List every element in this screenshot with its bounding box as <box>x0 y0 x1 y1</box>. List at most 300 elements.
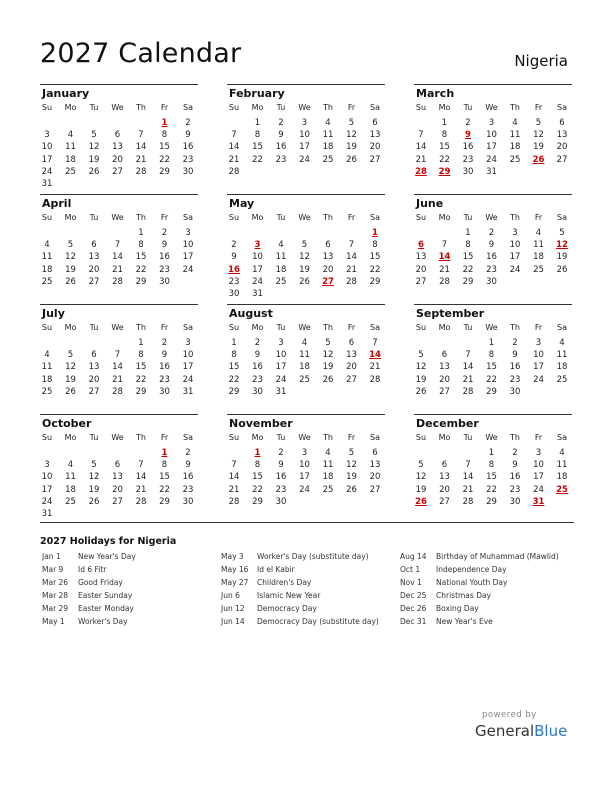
day-cell: 4 <box>44 240 50 251</box>
day-cell: 23 <box>462 154 474 165</box>
day-cell: 11 <box>65 472 76 483</box>
day-cell: 21 <box>346 264 357 275</box>
day-cell: 28 <box>462 496 474 507</box>
day-cell: 29 <box>252 496 263 507</box>
day-cell: 28 <box>369 374 381 385</box>
day-cell: 15 <box>252 472 263 483</box>
holiday-name: Democracy Day (substitute day) <box>257 617 379 626</box>
day-cell: 31 <box>275 386 287 397</box>
day-cell: 30 <box>486 276 497 287</box>
day-cell: 11 <box>41 362 53 373</box>
day-cell: 15 <box>135 252 147 263</box>
day-cell: 23 <box>275 154 287 165</box>
weekday-label: Mo <box>64 323 77 332</box>
weekday-label: We <box>111 213 124 222</box>
holiday-name: Children's Day <box>257 578 312 587</box>
weekday-label: Th <box>323 323 333 332</box>
day-cell: 23 <box>252 374 263 385</box>
day-cell: 15 <box>369 252 381 263</box>
holiday-day-cell: 1 <box>161 448 168 458</box>
day-cell: 23 <box>159 374 170 385</box>
day-cell: 6 <box>372 118 378 128</box>
holiday-name: New Year's Day <box>78 552 136 561</box>
day-cell: 2 <box>185 448 191 458</box>
weekday-label: Su <box>228 433 240 442</box>
day-cell: 20 <box>88 264 100 275</box>
powered-by-text: powered by <box>482 710 537 720</box>
holiday-row <box>42 617 217 629</box>
weekday-label: Sa <box>183 323 193 332</box>
day-cell: 15 <box>252 142 263 153</box>
month-december <box>414 414 572 522</box>
day-cell: 23 <box>182 154 194 165</box>
brand-logo[interactable] <box>475 722 567 740</box>
day-cell: 12 <box>65 362 76 373</box>
day-cell: 22 <box>486 484 497 495</box>
month-february <box>227 84 385 192</box>
day-cell: 28 <box>346 276 357 287</box>
day-cell: 21 <box>415 154 427 165</box>
day-cell: 5 <box>559 228 565 238</box>
day-cell: 30 <box>252 386 263 397</box>
day-cell: 15 <box>439 142 450 153</box>
day-cell: 17 <box>299 142 310 153</box>
weekday-label: Mo <box>251 103 264 112</box>
day-cell: 10 <box>252 252 263 263</box>
day-cell: 6 <box>114 130 121 141</box>
day-cell: 13 <box>112 472 123 483</box>
weekday-label: We <box>485 323 498 332</box>
weekday-label: We <box>111 103 124 112</box>
holiday-row <box>42 552 217 564</box>
day-cell: 19 <box>346 142 357 153</box>
weekday-label: Mo <box>64 103 77 112</box>
day-cell: 12 <box>299 252 310 263</box>
month-may <box>227 194 385 302</box>
day-cell: 20 <box>369 142 381 153</box>
day-cell: 30 <box>159 386 170 397</box>
month-november <box>227 414 385 522</box>
day-cell: 18 <box>41 374 53 385</box>
day-cell: 21 <box>462 484 474 495</box>
month-divider <box>227 194 385 195</box>
day-cell: 5 <box>67 240 74 251</box>
day-cell: 22 <box>135 374 147 385</box>
day-cell: 1 <box>488 448 495 458</box>
day-cell: 10 <box>41 142 53 153</box>
weekday-label: We <box>298 433 311 442</box>
day-cell: 27 <box>88 386 100 397</box>
day-cell: 8 <box>138 350 144 361</box>
day-cell: 27 <box>439 496 450 507</box>
day-cell: 24 <box>509 264 521 275</box>
month-divider <box>227 304 385 305</box>
day-cell: 26 <box>65 386 76 397</box>
weekday-label: Sa <box>370 103 380 112</box>
day-cell: 18 <box>299 362 310 373</box>
day-cell: 22 <box>228 374 240 385</box>
day-cell: 8 <box>161 460 168 471</box>
day-cell: 18 <box>41 264 53 275</box>
holiday-day-cell: 6 <box>418 240 424 251</box>
day-cell: 7 <box>114 350 121 361</box>
day-cell: 22 <box>252 484 263 495</box>
page-title: 2027 Calendar <box>40 38 242 69</box>
day-cell: 25 <box>41 386 53 397</box>
weekday-label: Fr <box>347 433 356 442</box>
day-cell: 9 <box>161 350 168 361</box>
holiday-date: Mar 9 <box>42 565 64 574</box>
day-cell: 28 <box>135 496 147 507</box>
day-cell: 3 <box>44 130 50 141</box>
weekday-label: Tu <box>276 213 286 222</box>
day-cell: 2 <box>278 118 284 128</box>
day-cell: 4 <box>559 448 565 458</box>
day-cell: 20 <box>369 472 381 483</box>
weekday-label: Th <box>510 433 520 442</box>
day-cell: 1 <box>488 338 495 348</box>
holiday-name: New Year's Eve <box>436 617 493 626</box>
weekday-label: We <box>485 433 498 442</box>
day-cell: 1 <box>465 228 471 238</box>
day-cell: 11 <box>533 240 544 251</box>
month-name: July <box>42 307 65 320</box>
weekday-label: Fr <box>534 433 543 442</box>
weekday-label: Sa <box>370 433 380 442</box>
day-cell: 2 <box>254 338 261 348</box>
holiday-name: Easter Monday <box>78 604 134 613</box>
day-cell: 22 <box>159 484 170 495</box>
weekday-label: Tu <box>463 433 473 442</box>
holiday-day-cell: 26 <box>415 496 427 507</box>
month-divider <box>414 414 572 415</box>
day-cell: 21 <box>135 484 147 495</box>
day-cell: 17 <box>41 154 53 165</box>
day-cell: 2 <box>512 338 518 348</box>
month-divider <box>40 414 198 415</box>
holiday-day-cell: 12 <box>556 240 568 251</box>
day-cell: 7 <box>441 240 448 251</box>
weekday-label: Su <box>228 103 240 112</box>
holiday-date: May 3 <box>221 552 244 561</box>
holiday-date: Jun 6 <box>221 591 240 600</box>
day-cell: 17 <box>182 252 194 263</box>
day-cell: 5 <box>301 240 308 251</box>
holiday-name: Easter Sunday <box>78 591 133 600</box>
holiday-day-cell: 16 <box>228 264 240 275</box>
weekday-label: Tu <box>89 433 99 442</box>
day-cell: 7 <box>465 460 471 471</box>
day-cell: 22 <box>135 264 147 275</box>
weekday-label: Th <box>510 213 520 222</box>
weekday-label: Fr <box>160 323 169 332</box>
day-cell: 26 <box>88 496 100 507</box>
day-cell: 24 <box>275 374 287 385</box>
weekday-label: Tu <box>463 213 473 222</box>
weekday-label: Sa <box>370 323 380 332</box>
day-cell: 10 <box>182 240 194 251</box>
day-cell: 7 <box>138 460 144 471</box>
day-cell: 1 <box>138 228 144 238</box>
day-cell: 11 <box>41 252 53 263</box>
day-cell: 13 <box>88 252 100 263</box>
holiday-date: Aug 14 <box>400 552 427 561</box>
day-cell: 26 <box>65 276 76 287</box>
weekday-label: We <box>111 323 124 332</box>
day-cell: 26 <box>88 166 100 177</box>
brand-name-general: General <box>475 722 535 740</box>
holiday-name: Independence Day <box>436 565 507 574</box>
day-cell: 20 <box>556 142 568 153</box>
month-name: September <box>416 307 485 320</box>
day-cell: 2 <box>465 118 471 128</box>
day-cell: 31 <box>41 179 53 189</box>
day-cell: 30 <box>509 496 521 507</box>
month-divider <box>227 414 385 415</box>
month-name: February <box>229 87 285 100</box>
weekday-label: Th <box>136 323 146 332</box>
month-name: March <box>416 87 455 100</box>
day-cell: 23 <box>509 484 521 495</box>
day-cell: 24 <box>533 484 544 495</box>
weekday-label: Su <box>41 213 53 222</box>
day-cell: 25 <box>41 276 53 287</box>
day-cell: 25 <box>533 264 544 275</box>
holiday-row <box>42 565 217 577</box>
day-cell: 26 <box>346 154 357 165</box>
month-name: August <box>229 307 273 320</box>
day-cell: 8 <box>231 350 237 361</box>
month-april <box>40 194 198 302</box>
month-june <box>414 194 572 302</box>
weekday-label: Fr <box>160 433 169 442</box>
weekday-label: Su <box>228 323 240 332</box>
day-cell: 17 <box>275 362 287 373</box>
day-cell: 8 <box>161 130 168 141</box>
holiday-day-cell: 28 <box>415 166 427 177</box>
day-cell: 12 <box>65 252 76 263</box>
day-cell: 30 <box>182 166 194 177</box>
day-cell: 30 <box>462 166 474 177</box>
day-cell: 23 <box>275 484 287 495</box>
holiday-row <box>221 552 396 564</box>
day-cell: 22 <box>159 154 170 165</box>
day-cell: 31 <box>182 386 194 397</box>
day-cell: 11 <box>322 460 334 471</box>
weekday-label: Th <box>510 103 520 112</box>
weekday-label: Th <box>323 433 333 442</box>
day-cell: 16 <box>159 362 170 373</box>
day-cell: 17 <box>252 264 263 275</box>
day-cell: 26 <box>415 386 427 397</box>
weekday-label: Sa <box>557 323 567 332</box>
day-cell: 27 <box>112 496 123 507</box>
day-cell: 20 <box>112 484 123 495</box>
weekday-label: Th <box>323 213 333 222</box>
holiday-date: Mar 26 <box>42 578 69 587</box>
day-cell: 11 <box>556 460 568 471</box>
day-cell: 19 <box>415 484 427 495</box>
day-cell: 16 <box>252 362 263 373</box>
day-cell: 5 <box>348 118 355 128</box>
day-cell: 12 <box>346 130 357 141</box>
day-cell: 8 <box>441 130 448 141</box>
day-cell: 16 <box>159 252 170 263</box>
weekday-label: Sa <box>557 103 567 112</box>
weekday-label: We <box>485 103 498 112</box>
weekday-label: Fr <box>347 213 356 222</box>
holiday-row <box>42 591 217 603</box>
day-cell: 6 <box>91 350 97 361</box>
weekday-label: Su <box>415 103 427 112</box>
day-cell: 16 <box>182 472 194 483</box>
day-cell: 3 <box>512 228 518 238</box>
day-cell: 24 <box>299 484 310 495</box>
holiday-name: Id 6 Fitr <box>78 565 107 574</box>
holiday-name: Boxing Day <box>436 604 479 613</box>
weekday-label: We <box>485 213 498 222</box>
month-name: December <box>416 417 479 430</box>
holiday-name: Christmas Day <box>436 591 492 600</box>
calendar-bottom-divider <box>40 522 574 523</box>
holiday-row <box>400 617 575 629</box>
day-cell: 2 <box>512 448 518 458</box>
day-cell: 21 <box>439 264 450 275</box>
day-cell: 30 <box>509 386 521 397</box>
day-cell: 25 <box>556 374 568 385</box>
day-cell: 11 <box>322 130 334 141</box>
day-cell: 21 <box>112 374 123 385</box>
day-cell: 15 <box>159 142 170 153</box>
day-cell: 1 <box>138 338 144 348</box>
day-cell: 4 <box>559 338 565 348</box>
day-cell: 21 <box>135 154 147 165</box>
day-cell: 23 <box>486 264 497 275</box>
day-cell: 1 <box>441 118 448 128</box>
day-cell: 16 <box>182 142 194 153</box>
holiday-date: Jun 14 <box>221 617 245 626</box>
day-cell: 15 <box>135 362 147 373</box>
day-cell: 3 <box>301 448 308 458</box>
day-cell: 11 <box>275 252 287 263</box>
day-cell: 12 <box>88 472 100 483</box>
day-cell: 8 <box>488 350 495 361</box>
day-cell: 21 <box>112 264 123 275</box>
day-cell: 6 <box>372 448 378 458</box>
day-cell: 20 <box>415 264 427 275</box>
holiday-date: May 1 <box>42 617 65 626</box>
month-name: May <box>229 197 255 210</box>
day-cell: 7 <box>348 240 355 251</box>
day-cell: 28 <box>439 276 450 287</box>
day-cell: 7 <box>114 240 121 251</box>
weekday-label: We <box>111 433 124 442</box>
holiday-row <box>42 578 217 590</box>
holiday-date: Dec 25 <box>400 591 427 600</box>
day-cell: 2 <box>185 118 191 128</box>
day-cell: 26 <box>322 374 334 385</box>
weekday-label: Mo <box>64 213 77 222</box>
day-cell: 22 <box>252 154 263 165</box>
day-cell: 15 <box>159 472 170 483</box>
day-cell: 27 <box>415 276 427 287</box>
day-cell: 11 <box>556 350 568 361</box>
holiday-name: Islamic New Year <box>257 591 321 600</box>
holiday-date: Mar 28 <box>42 591 69 600</box>
weekday-label: Fr <box>160 213 169 222</box>
day-cell: 5 <box>325 338 331 348</box>
weekday-label: We <box>298 323 311 332</box>
weekday-label: Su <box>415 213 427 222</box>
day-cell: 9 <box>185 130 191 141</box>
month-divider <box>414 84 572 85</box>
weekday-label: Fr <box>534 103 543 112</box>
day-cell: 23 <box>509 374 521 385</box>
day-cell: 28 <box>228 166 240 177</box>
day-cell: 9 <box>278 460 284 471</box>
holiday-day-cell: 25 <box>556 484 568 495</box>
month-divider <box>227 84 385 85</box>
weekday-label: Sa <box>183 213 193 222</box>
day-cell: 9 <box>512 460 518 471</box>
holiday-row <box>221 604 396 616</box>
day-cell: 10 <box>509 240 521 251</box>
day-cell: 21 <box>228 484 240 495</box>
day-cell: 2 <box>278 448 284 458</box>
day-cell: 13 <box>369 130 381 141</box>
weekday-label: Mo <box>251 323 264 332</box>
holiday-date: May 16 <box>221 565 249 574</box>
day-cell: 14 <box>135 472 147 483</box>
day-cell: 20 <box>439 484 450 495</box>
day-cell: 18 <box>65 154 76 165</box>
day-cell: 4 <box>535 228 542 238</box>
day-cell: 25 <box>275 276 287 287</box>
month-name: April <box>42 197 72 210</box>
month-january <box>40 84 198 192</box>
day-cell: 30 <box>228 289 240 299</box>
day-cell: 19 <box>65 374 76 385</box>
day-cell: 6 <box>325 240 331 251</box>
day-cell: 23 <box>182 484 194 495</box>
day-cell: 3 <box>535 448 542 458</box>
weekday-label: Su <box>41 433 53 442</box>
day-cell: 8 <box>372 240 378 251</box>
holiday-name: Good Friday <box>78 578 123 587</box>
weekday-label: Su <box>41 323 53 332</box>
day-cell: 5 <box>535 118 542 128</box>
day-cell: 16 <box>275 472 287 483</box>
month-name: October <box>42 417 92 430</box>
day-cell: 14 <box>112 252 123 263</box>
day-cell: 8 <box>138 240 144 251</box>
weekday-label: Mo <box>438 433 451 442</box>
day-cell: 18 <box>533 252 544 263</box>
holiday-date: May 27 <box>221 578 249 587</box>
day-cell: 14 <box>135 142 147 153</box>
day-cell: 23 <box>159 264 170 275</box>
day-cell: 9 <box>254 350 261 361</box>
day-cell: 28 <box>228 496 240 507</box>
day-cell: 5 <box>67 350 74 361</box>
holiday-day-cell: 1 <box>254 448 261 458</box>
day-cell: 15 <box>462 252 474 263</box>
day-cell: 19 <box>346 472 357 483</box>
day-cell: 26 <box>556 264 568 275</box>
day-cell: 25 <box>65 166 76 177</box>
weekday-label: Th <box>136 433 146 442</box>
day-cell: 10 <box>299 130 310 141</box>
